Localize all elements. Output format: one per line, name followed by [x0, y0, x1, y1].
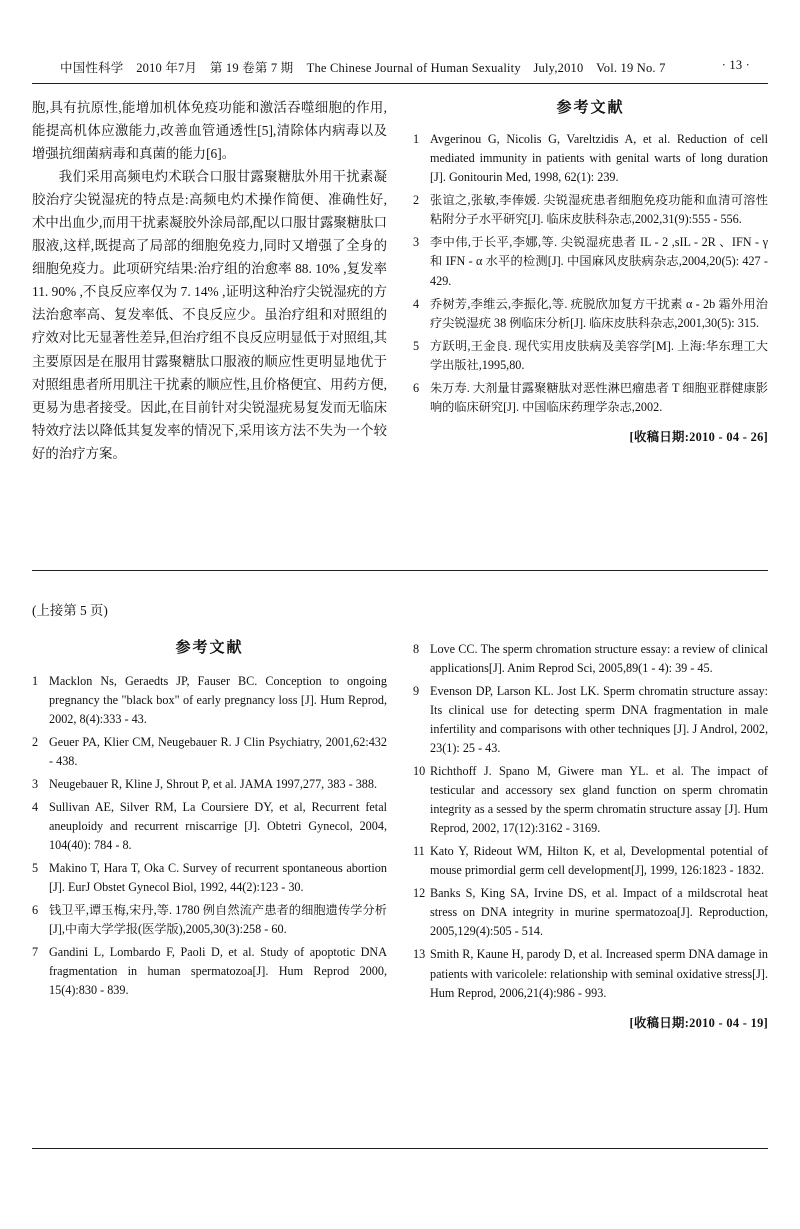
reference-text: Makino T, Hara T, Oka C. Survey of recurrent spontaneous abortion [J]. EurJ Obstet Gynecol Biol, 1992, 44(2):123 - 30. [49, 861, 387, 895]
reference-number: 5 [413, 338, 420, 353]
body-paragraph-1: 胞,具有抗原性,能增加机体免疫功能和激活吞噬细胞的作用,能提高机体应激能力,改善血管通透性[5],清除体内病毒以及增强抗细菌病毒和真菌的能力[6]。 [32, 100, 387, 162]
reference-text: Sullivan AE, Silver RM, La Coursiere DY, et al, Recurrent fetal aneuploidy and recurrent rniscarrige [J]. Obtetri Gynecol, 2004, 104(40): 784 - 8. [49, 800, 387, 853]
list-item [413, 379, 768, 417]
reference-text: 李中伟,于长平,李娜,等. 尖锐湿疣患者 IL - 2 ,sIL - 2R 、IFN - γ 和 IFN - α 水平的检测[J]. 中国麻风皮肤病杂志,2004,20(5): 427 - 429. [430, 235, 768, 288]
reference-number: 6 [413, 380, 420, 395]
list-item [413, 337, 768, 375]
list-item [32, 798, 387, 855]
reference-text: Gandini L, Lombardo F, Paoli D, et al. Study of apoptotic DNA fragmentation in human spermatozoa[J]. Hum Reprod 2000, 15(4):830 - 839. [49, 945, 387, 998]
reference-number: 6 [32, 903, 39, 918]
received-date-upper: [收稿日期:2010 - 04 - 26] [629, 429, 768, 444]
reference-text: Love CC. The sperm chromation structure essay: a review of clinical applications[J]. Anim Reprod Sci, 2005,89(1 - 4): 39 - 45. [430, 642, 768, 676]
running-head-chinese: 中国性科学 2010 年7月 第 19 卷第 7 期 [60, 61, 294, 75]
list-item [413, 762, 768, 838]
list-item [32, 901, 387, 939]
reference-number: 2 [413, 193, 420, 208]
list-item [32, 733, 387, 771]
reference-list-lower-right [413, 640, 768, 1003]
reference-number: 9 [413, 684, 420, 699]
article-body-text [32, 96, 387, 465]
body-paragraph-2: 我们采用高频电灼术联合口服甘露聚糖肽外用干扰素凝胶治疗尖锐湿疣的特点是:高频电灼术操作简便、准确性好,术中出血少,而用干扰素凝胶外涂局部,配以口服甘露聚糖肽口服液,这样,既提高了局部的细胞免疫力,同时又增强了全身的细胞免疫力。此项研究结果:治疗组的治愈率 88. 10% ,复发率 11. 90% ,不良反应率仅为 7. 14% ,证明这种治疗尖锐湿疣的方法治愈率高、复发率低、不良反应少。虽治疗组和对照组的疗效对比无显著性差异,但治疗组不良反应明显低于对照组,其主要原因是在服用甘露聚糖肽口服液的顺应性更明显地优于对照组患者所用肌注干扰素的顺应性,且价格便宜、用药方便,更易为患者接受。因此,在目前针对尖锐湿疣易复发而无临床特效疗法以降低其复发率的情况下,采用该方法不失为一个较好的治疗方案。 [32, 169, 387, 461]
list-item [32, 943, 387, 1000]
list-item [32, 775, 387, 794]
list-item [413, 640, 768, 678]
reference-text: Macklon Ns, Geraedts JP, Fauser BC. Conception to ongoing pregnancy the "black box" of early pregnancy loss [J]. Hum Reprod, 2002, 8(4):333 - 43. [49, 674, 387, 727]
reference-text: Banks S, King SA, Irvine DS, et al. Impact of a mildscrotal heat stress on DNA integrity in murine spermatozoa[J]. Reproduction, 2005,129(4):505 - 514. [430, 886, 768, 939]
reference-text: Geuer PA, Klier CM, Neugebauer R. J Clin Psychiatry, 2001,62:432 - 438. [49, 735, 387, 769]
references-section-upper [413, 96, 768, 447]
reference-text: Neugebauer R, Kline J, Shrout P, et al. JAMA 1997,277, 383 - 388. [49, 777, 378, 792]
list-item [32, 672, 387, 729]
list-item [413, 130, 768, 187]
running-head-english: The Chinese Journal of Human Sexuality July,2010 Vol. 19 No. 7 [306, 61, 666, 75]
page-number: · 13 · [721, 58, 750, 72]
references-section-lower-left [32, 600, 387, 1005]
reference-text: Richthoff J. Spano M, Giwere man YL. et al. The impact of testicular and accessory sex gland function on sperm chromatin integrity as a sessed by the sperm chromatin structure assay [J]. Hum Reprod, 2002, 17(12):3162 - 3169. [430, 764, 768, 836]
reference-text: Evenson DP, Larson KL. Jost LK. Sperm chromatin structure assay: Its clinical use for detecting sperm DNA fragmentation in male infertility and comparisons with other techniques [J]. J Androl, 2002, 23(1): 25 - 43. [430, 684, 768, 756]
running-head [60, 58, 750, 76]
list-item [32, 859, 387, 897]
references-section-lower-right [413, 640, 768, 1033]
reference-number: 13 [413, 947, 426, 962]
list-item [413, 945, 768, 1002]
reference-text: 乔树芳,李维云,李振化,等. 疣脱欣加复方干扰素 α - 2b 霜外用治疗尖锐湿疣 38 例临床分析[J]. 临床皮肤科杂志,2001,30(5): 315. [430, 296, 768, 330]
reference-text: 方跃明,王金良. 现代实用皮肤病及美容学[M]. 上海:华东理工大学出版社,1995,80. [430, 338, 768, 372]
reference-text: 朱万寿. 大剂量甘露聚糖肽对恶性淋巴瘤患者 T 细胞亚群健康影响的临床研究[J]. 中国临床药理学杂志,2002. [430, 380, 768, 414]
reference-number: 4 [413, 296, 420, 311]
reference-number: 1 [413, 132, 420, 147]
list-item [413, 682, 768, 758]
reference-list-lower-left [32, 672, 387, 1001]
divider-middle [32, 570, 768, 571]
reference-number: 10 [413, 764, 426, 779]
reference-number: 11 [413, 844, 425, 859]
list-item [413, 191, 768, 229]
references-title-upper: 参考文献 [556, 100, 625, 116]
list-item [413, 295, 768, 333]
reference-text: Smith R, Kaune H, parody D, et al. Increased sperm DNA damage in patients with varicolele: relationship with seminal oxidative stress[J]. Hum Reprod, 2006,21(4):986 - 993. [430, 947, 768, 1000]
reference-number: 5 [32, 861, 39, 876]
reference-list-upper [413, 130, 768, 416]
divider-top [32, 83, 768, 84]
continuation-note: (上接第 5 页) [32, 603, 108, 618]
reference-text: Kato Y, Rideout WM, Hilton K, et al, Developmental potential of mouse primordial germ cell development[J], 1999, 126:1823 - 1832. [430, 844, 768, 878]
divider-bottom [32, 1148, 768, 1149]
reference-number: 1 [32, 674, 39, 688]
reference-number: 7 [32, 945, 39, 960]
references-title-lower: 参考文献 [175, 639, 244, 656]
reference-number: 2 [32, 735, 39, 750]
received-date-lower: [收稿日期:2010 - 04 - 19] [629, 1015, 768, 1030]
list-item [413, 233, 768, 290]
reference-number: 3 [32, 777, 39, 792]
reference-number: 8 [413, 642, 420, 656]
list-item [413, 884, 768, 941]
list-item [413, 842, 768, 880]
reference-text: 钱卫平,谭玉梅,宋丹,等. 1780 例自然流产患者的细胞遗传学分析[J],中南大学学报(医学版),2005,30(3):258 - 60. [49, 903, 387, 937]
reference-number: 12 [413, 886, 426, 901]
reference-text: 张谊之,张敏,李俸媛. 尖锐湿疣患者细胞免疫功能和血清可溶性粘附分子水平研究[J]. 临床皮肤科杂志,2002,31(9):555 - 556. [430, 193, 768, 227]
reference-text: Avgerinou G, Nicolis G, Vareltzidis A, et al. Reduction of cell mediated immunity in patients with genital warts of long duration [J]. Gonitourin Med, 1998, 62(1): 239. [430, 132, 768, 185]
reference-number: 3 [413, 235, 420, 250]
reference-number: 4 [32, 800, 39, 815]
